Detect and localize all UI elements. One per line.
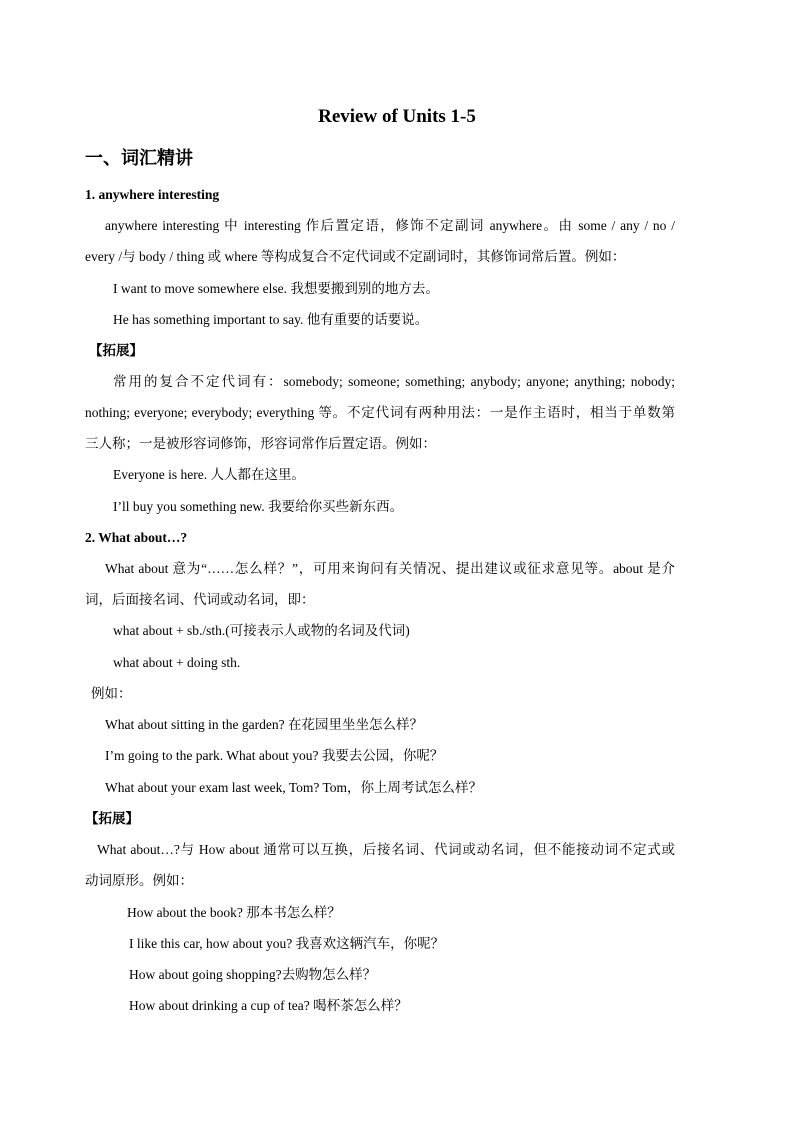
item2-example2: I’m going to the park. What about you? 我要去公园，你呢？ xyxy=(105,748,444,763)
item2-extension-line1: What about…?与 How about 通常可以互换，后接名词、代词或动名词，但不能接动词不定式或 xyxy=(97,842,675,857)
item1-paragraph-line2: every /与 body / thing 或 where 等构成复合不定代词或不定副词时，其修饰词常后置。例如： xyxy=(85,249,626,264)
item2-example4: How about the book? 那本书怎么样？ xyxy=(127,905,341,920)
item2-extension-line2: 动词原形。例如： xyxy=(85,873,193,888)
section-heading: 一、词汇精讲 xyxy=(85,148,193,169)
item1-extension-line2: nothing; everyone; everybody; everything 等。不定代词有两种用法：一是作主语时，相当于单数第 xyxy=(85,405,675,420)
item1-example2: He has something important to say. 他有重要的话要说。 xyxy=(113,312,429,327)
item1-heading: 1. anywhere interesting xyxy=(85,187,220,202)
item2-pattern1: what about + sb./sth.(可接表示人或物的名词及代词) xyxy=(113,623,410,638)
item1-extension-line3: 三人称；一是被形容词修饰，形容词常作后置定语。例如： xyxy=(85,436,436,451)
item2-example5: I like this car, how about you? 我喜欢这辆汽车，你呢？ xyxy=(129,936,445,951)
item2-example7: How about drinking a cup of tea? 喝杯茶怎么样？ xyxy=(129,998,408,1013)
item2-example1: What about sitting in the garden? 在花园里坐坐怎么样？ xyxy=(105,717,423,732)
item2-example6: How about going shopping?去购物怎么样？ xyxy=(129,967,377,982)
item1-paragraph-line1: anywhere interesting 中 interesting 作后置定语，修饰不定副词 anywhere。由 some / any / no / xyxy=(105,218,675,233)
item2-extension-label: 【拓展】 xyxy=(85,811,139,827)
item1-extension-line1: 常用的复合不定代词有：somebody; someone; something; anybody; anyone; anything; nobody; xyxy=(113,374,675,389)
item1-example4: I’ll buy you something new. 我要给你买些新东西。 xyxy=(113,499,404,514)
item1-example1: I want to move somewhere else. 我想要搬到别的地方去。 xyxy=(113,281,439,296)
item2-heading: 2. What about…? xyxy=(85,530,188,545)
item2-paragraph-line1: What about 意为“……怎么样？”，可用来询问有关情况、提出建议或征求意见等。about 是介 xyxy=(105,561,675,576)
item2-paragraph-line2: 词，后面接名词、代词或动名词，即： xyxy=(85,592,315,607)
item2-pattern2: what about + doing sth. xyxy=(113,655,241,670)
item2-examples-label: 例如： xyxy=(91,686,132,701)
item1-example3: Everyone is here. 人人都在这里。 xyxy=(113,467,305,482)
item1-extension-label: 【拓展】 xyxy=(89,343,143,359)
item2-example3: What about your exam last week, Tom? Tom，你上周考试怎么样？ xyxy=(105,780,483,795)
page-title: Review of Units 1-5 xyxy=(318,106,476,127)
